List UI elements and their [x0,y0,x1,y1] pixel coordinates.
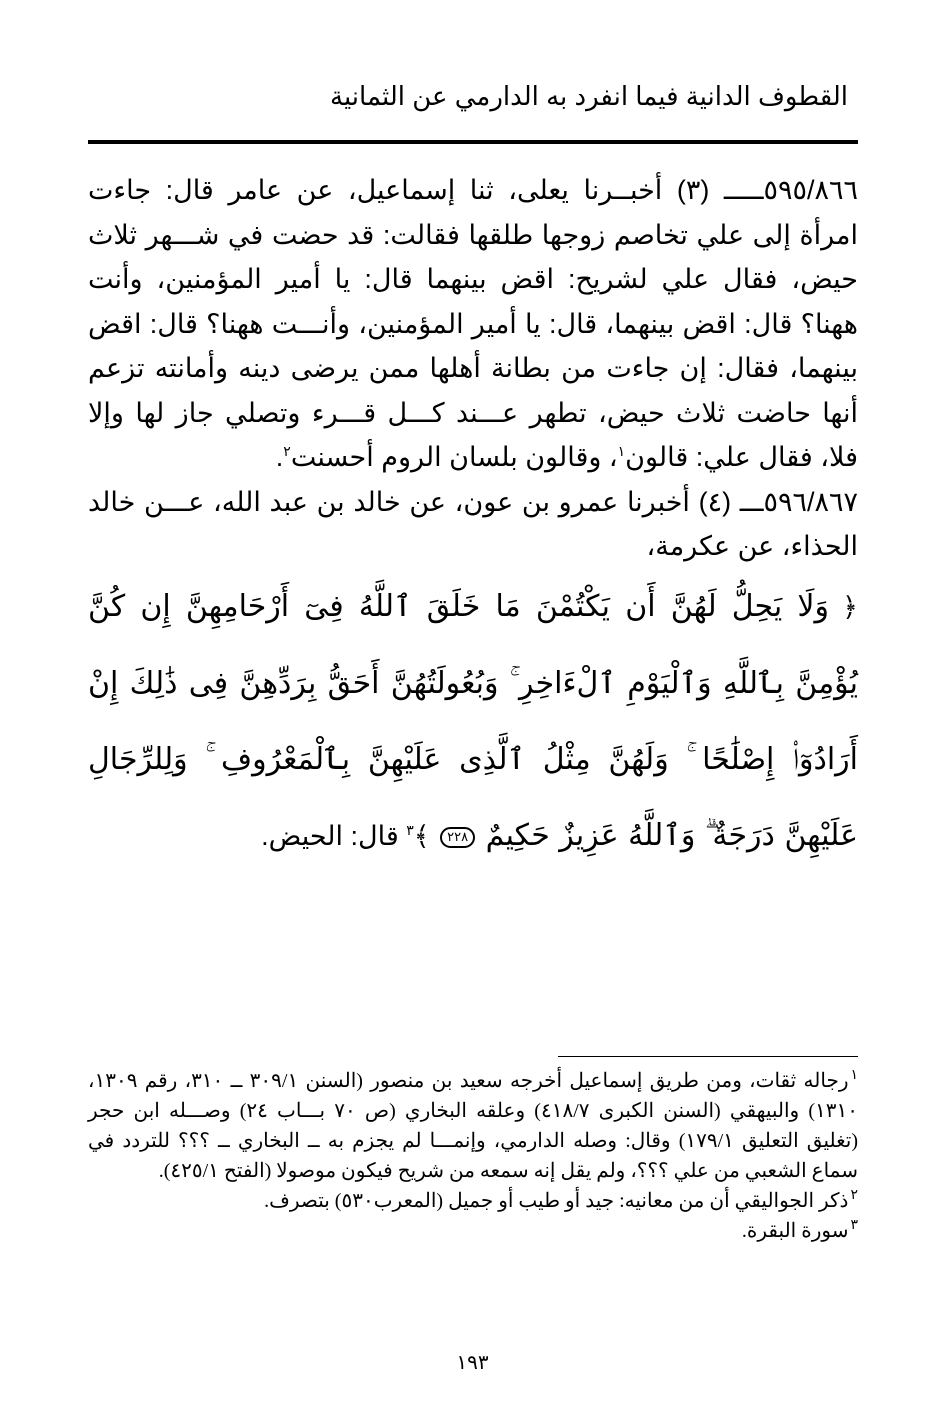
entry-595-end: . [275,442,284,472]
footnote-2 [88,1186,858,1216]
footnote-3 [88,1216,858,1246]
quran-verse: وَلَا يَحِلُّ لَهُنَّ أَن يَكْتُمْنَ مَا خَلَقَ ٱللَّهُ فِىٓ أَرْحَامِهِنَّ إِن كُنَّ يُؤْمِنَّ بِٱللَّهِ وَٱلْيَوْمِ ٱلْءَاخِرِ ۚ وَبُعُولَتُهُنَّ أَحَقُّ بِرَدِّهِنَّ فِى ذَٰلِكَ إِنْ أَرَادُوٓا۟ إِصْلَٰحًا ۚ وَلَهُنَّ مِثْلُ ٱلَّذِى عَلَيْهِنَّ بِٱلْمَعْرُوفِ ۚ وَلِلرِّجَالِ عَلَيْهِنَّ دَرَجَةٌ ۗ وَٱللَّهُ عَزِيزٌ حَكِيمٌ [88,588,858,853]
footnote-1-text: رجاله ثقات، ومن طريق إسماعيل أخرجه سعيد بن منصور (السنن ٣٠٩/١ ــ ٣١٠، رقم ١٣٠٩، ١٣١٠) والبيهقي (السنن الكبرى ٤١٨/٧) وعلقه البخاري (ص ٧٠ بـــاب ٢٤) وصـــله ابن حجر (تغليق التعليق ١٧٩/١) وقال: وصله الدارمي، وإنمـــا لم يجزم به ــ البخاري ــ ؟؟؟ للتردد في سماع الشعبي من علي ؟؟؟، ولم يقل إنه سمعه من شريح فيكون موصولا (الفتح ٤٢٥/١). [88,1070,858,1182]
entry-596-text: ٥٩٦/٨٦٧ـــ (٤) أخبرنا عمرو بن عون، عن خالد بن عبد الله، عـــن خالد الحذاء، عن عكرمة، [88,486,858,561]
footnote-3-mark: ٣ [850,1218,858,1234]
hadith-entry-596-verse [88,569,858,875]
footnote-ref-1[interactable]: ١ [617,443,626,459]
header-rule [88,140,858,144]
footnote-3-text: سورة البقرة. [741,1220,849,1242]
main-text [88,168,858,875]
entry-596-after: قال: الحيض. [261,820,407,851]
entry-595-text: ٥٩٥/٨٦٦ـــــ (٣) أخبــرنا يعلى، ثنا إسماعيل، عن عامر قال: جاءت امرأة إلى علي تخاصم زوجها طلقها فقالت: قد حضت في شـــهر ثلاث حيض، فقال علي لشريح: اقض بينهما قال: يا أمير المؤمنين، وأنت ههنا؟ قال: اقض بينهما، قال: يا أمير المؤمنين، وأنـــت ههنا؟ قال: اقض بينهما، فقال: إن جاءت من بطانة أهلها ممن يرضى دينه وأمانته تزعم أنها حاضت ثلاث حيض، تطهر عـــند كـــل قـــرء وتصلي جاز لها وإلا فلا، فقال علي: قالون [88,175,858,472]
footnote-ref-2[interactable]: ٢ [283,443,291,459]
ayah-number-marker: ٢٢٨ [440,827,475,848]
page-number: ١٩٣ [456,1352,489,1374]
entry-595-text-cont: ، وقالون بلسان الروم أحسنت [290,442,618,472]
footnotes [88,1066,858,1246]
verse-open-bracket: ﴿ [842,591,858,623]
footnote-1-mark: ١ [850,1068,859,1084]
footnote-2-mark: ٢ [850,1188,858,1204]
footnote-1 [88,1066,858,1186]
hadith-entry-596-isnad [88,480,858,569]
hadith-entry-595 [88,168,858,480]
footnote-ref-3[interactable]: ٣ [406,821,414,838]
running-header: القطوف الدانية فيما انفرد به الدارمي عن الثمانية [330,81,848,111]
footnote-2-text: ذكر الجواليقي أن من معانيه: جيد أو طيب أو جميل (المعرب٥٣٠) بتصرف. [264,1190,849,1212]
footnote-rule [558,1056,858,1057]
verse-close-bracket: ﴾ [413,820,430,852]
